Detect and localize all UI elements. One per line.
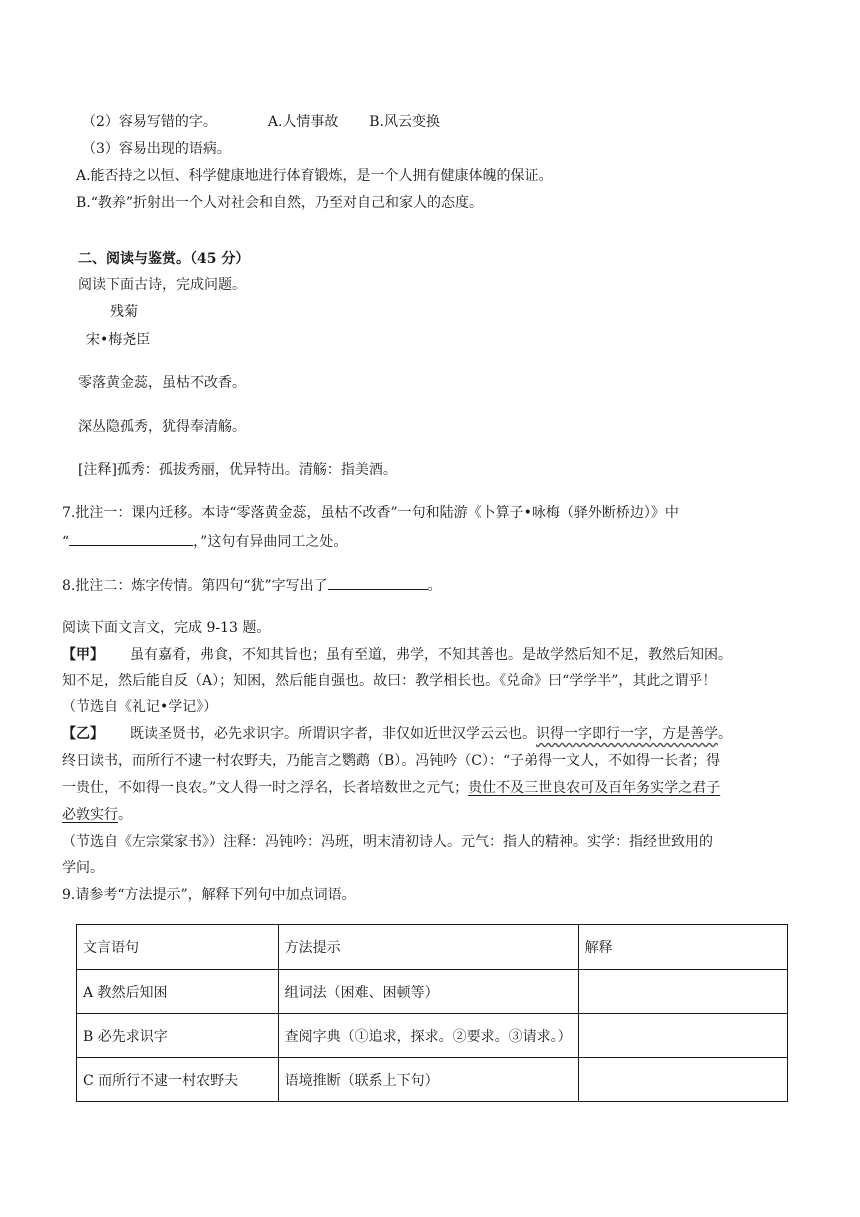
q9-prompt: 9.请参考“方法提示”，解释下列句中加点词语。 xyxy=(62,887,356,903)
yi-line-3 xyxy=(62,778,720,798)
table-cell-sentence: C 而所行不逮一村农野夫 xyxy=(77,1058,279,1102)
table-header-cell: 文言语句 xyxy=(77,925,279,970)
poem-title: 残菊 xyxy=(110,304,138,320)
vocab-table xyxy=(76,924,788,1102)
table-row xyxy=(77,1014,788,1058)
q3-option-a: A.能否持之以恒、科学健康地进行体育锻炼，是一个人拥有健康体魄的保证。 xyxy=(76,168,553,184)
q2-label: （2）容易写错的字。 xyxy=(82,114,217,130)
q7-answer-blank[interactable] xyxy=(69,531,193,546)
table-header-cell: 方法提示 xyxy=(278,925,578,970)
q8-end: 。 xyxy=(427,578,442,594)
jia-line-1 xyxy=(62,645,732,665)
table-row xyxy=(77,970,788,1014)
jia-source: （节选自《礼记•学记》） xyxy=(62,699,218,715)
poem-intro: 阅读下面古诗，完成问题。 xyxy=(78,277,246,293)
section-heading: 二、阅读与鉴赏。（45 分） xyxy=(78,251,250,267)
yi-line-4 xyxy=(62,805,132,825)
q3-label: （3）容易出现的语病。 xyxy=(82,141,231,157)
table-cell-method: 查阅字典（①追求，探求。②要求。③请求。） xyxy=(278,1014,578,1058)
classical-intro: 阅读下面文言文，完成 9-13 题。 xyxy=(62,620,271,636)
table-header-cell: 解释 xyxy=(578,925,787,970)
table-header-row xyxy=(77,925,788,970)
table-cell-answer[interactable] xyxy=(578,970,787,1014)
yi-underlined-text: 贵仕不及三世良农可及百年务实学之君子 xyxy=(468,780,721,796)
q8-line xyxy=(62,575,442,596)
poem-author: 宋•梅尧臣 xyxy=(86,332,151,348)
q2-option-a: A.人情事故 xyxy=(267,114,339,130)
yi-text-3a: 一贵仕，不如得一良农。”文人得一时之浮名，长者培数世之元气； xyxy=(62,780,469,796)
poem-line-2: 深丛隐孤秀，犹得奉清觞。 xyxy=(78,419,246,435)
yi-text-1a: 既读圣贤书，必先求识字。所谓识字者，非仅如近世汉学云云也。 xyxy=(130,726,536,742)
table-row xyxy=(77,1058,788,1102)
q7-open-quote: “ xyxy=(62,534,70,550)
yi-line-2: 终日读书，而所行不逮一村农野夫，乃能言之鹦鹉（B）。冯钝吟（C）：“子弟得一文人，不如得一长者；得 xyxy=(62,753,721,769)
yi-source: （节选自《左宗棠家书》）注释：冯钝吟：冯班，明末清初诗人。元气：指人的精神。实学：指经世致用的 xyxy=(62,834,713,850)
table-cell-sentence: B 必先求识字 xyxy=(77,1014,279,1058)
poem-line-1: 零落黄金蕊，虽枯不改香。 xyxy=(78,375,246,391)
yi-underlined-text-2: 必敦实行 xyxy=(62,807,118,823)
yi-text-1c: 。 xyxy=(718,726,732,742)
yi-line-1 xyxy=(62,724,732,744)
q2-option-b: B.风云变换 xyxy=(369,114,441,130)
yi-line-4-end: 。 xyxy=(118,807,132,823)
poem-note: [注释]孤秀：孤拔秀丽，优异特出。清觞：指美酒。 xyxy=(78,462,397,478)
table-cell-method: 语境推断（联系上下句） xyxy=(278,1058,578,1102)
q7-close: ，”这句有异曲同工之处。 xyxy=(193,534,348,550)
jia-tag: 【甲】 xyxy=(62,647,104,663)
yi-wavy-text: 识得一字即行一字，方是善学 xyxy=(536,726,718,742)
yi-source-2: 学问。 xyxy=(62,860,104,876)
q7-line-1: 7.批注一：课内迁移。本诗“零落黄金蕊，虽枯不改香”一句和陆游《卜算子•咏梅（驿外断桥边）》中 xyxy=(62,505,679,521)
yi-tag: 【乙】 xyxy=(62,726,104,742)
jia-text-1: 虽有嘉肴，弗食，不知其旨也；虽有至道，弗学，不知其善也。是故学然后知不足，教然后知困。 xyxy=(130,647,732,663)
table-cell-sentence: A 教然后知困 xyxy=(77,970,279,1014)
q2-line xyxy=(82,112,440,132)
q7-line-2 xyxy=(62,531,347,552)
table-cell-answer[interactable] xyxy=(578,1014,787,1058)
table-cell-answer[interactable] xyxy=(578,1058,787,1102)
table-cell-method: 组词法（困难、困顿等） xyxy=(278,970,578,1014)
jia-line-2: 知不足，然后能自反（A）；知困，然后能自强也。故曰：教学相长也。《兑命》曰“学学半”，其此之谓乎！ xyxy=(62,673,717,689)
q8-text: 8.批注二：炼字传情。第四句“犹”字写出了 xyxy=(62,578,328,594)
q3-option-b: B.“教养”折射出一个人对社会和自然，乃至对自己和家人的态度。 xyxy=(76,195,484,211)
q8-answer-blank[interactable] xyxy=(328,575,428,590)
